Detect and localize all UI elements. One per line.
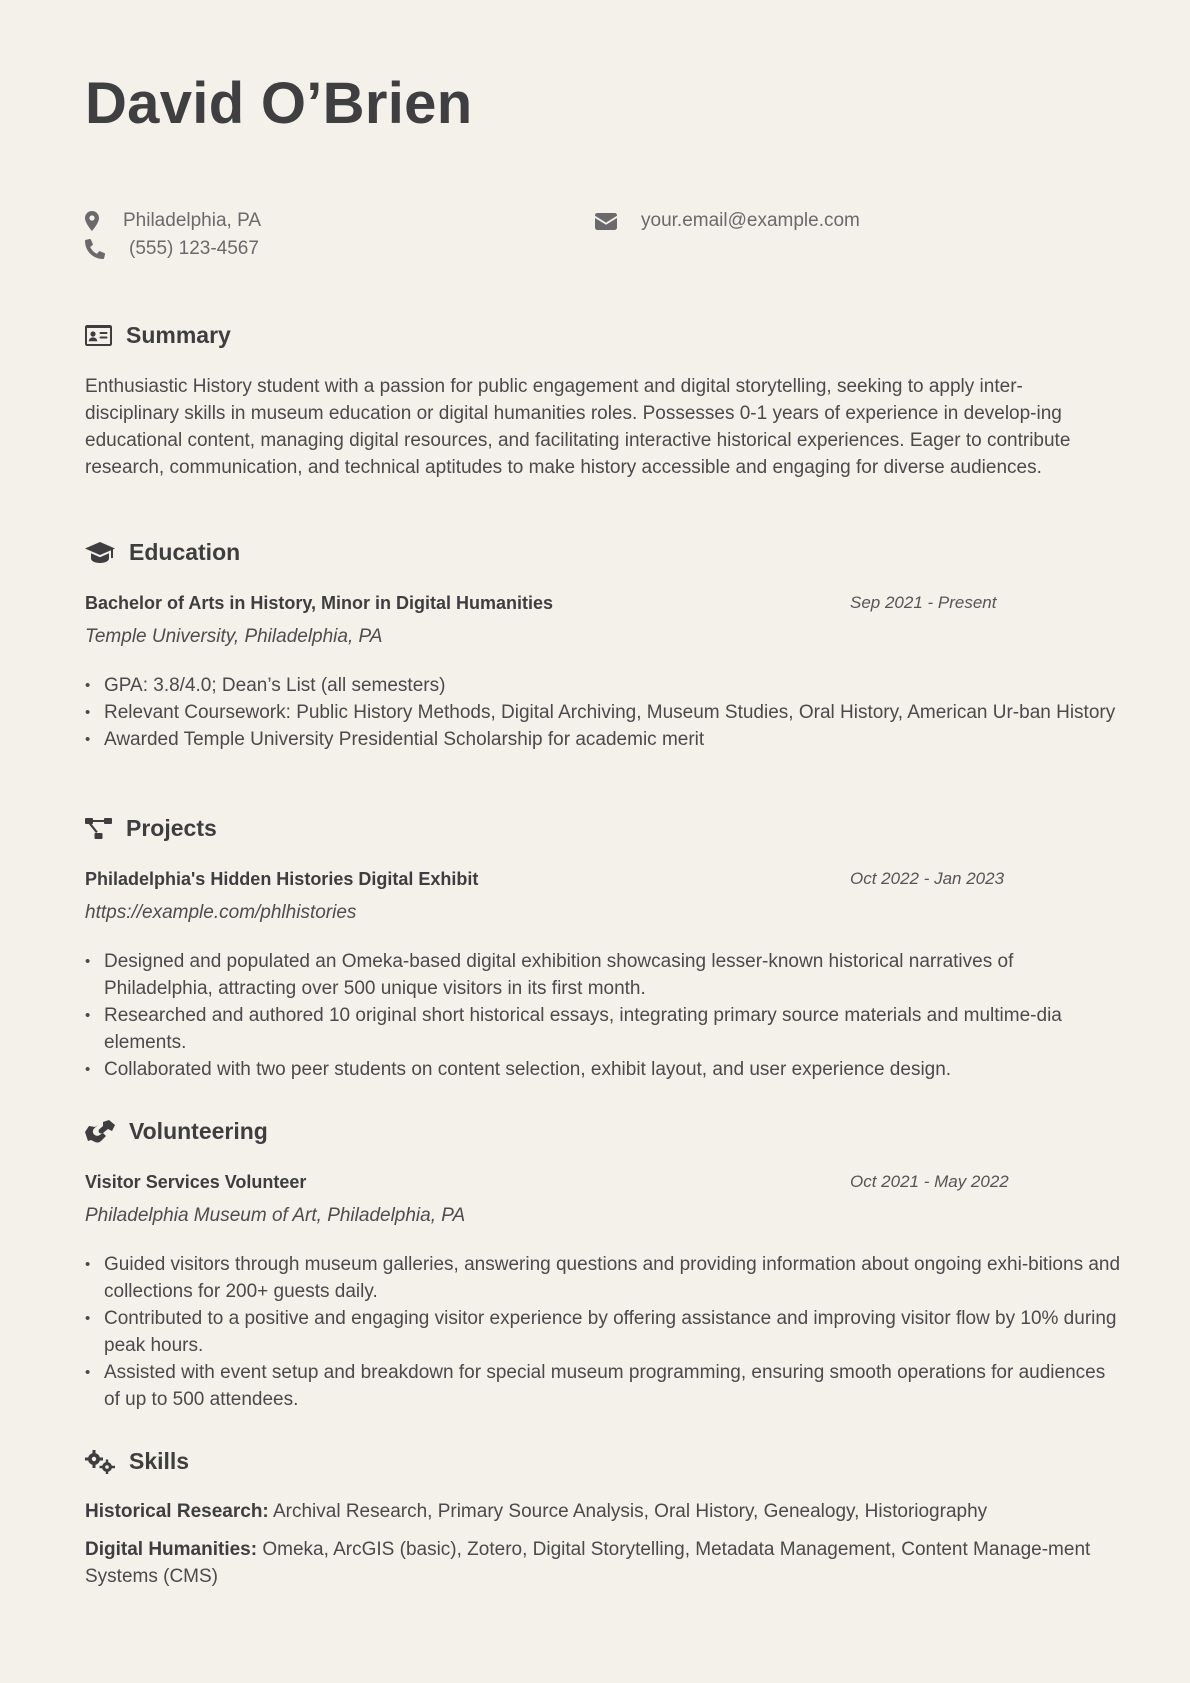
education-heading: Education xyxy=(129,539,241,565)
skill-value: Omeka, ArcGIS (basic), Zotero, Digital Storytelling, Metadata Management, Content Manage-ment Systems (CMS) xyxy=(85,1539,1091,1587)
list-item: • Guided visitors through museum galleries, answering questions and providing information about ongoing exhi-bitions and collections for 200+ guests daily. xyxy=(104,1251,1124,1305)
list-item: • Assisted with event setup and breakdown for special museum programming, ensuring smooth operations for audiences of up to 500 attendees. xyxy=(104,1359,1124,1413)
volunteer-bullets xyxy=(85,1251,1124,1413)
project-link[interactable]: https://example.com/phlhistories xyxy=(85,902,357,923)
skill-line-digital xyxy=(85,1536,1105,1590)
volunteering-heading: Volunteering xyxy=(129,1118,268,1144)
graduation-cap-icon xyxy=(85,542,115,564)
projects-heading: Projects xyxy=(126,815,217,841)
project-name: Philadelphia's Hidden Histories Digital Exhibit xyxy=(85,869,479,889)
cogs-icon xyxy=(85,1450,115,1474)
section-volunteering-title xyxy=(85,1118,268,1145)
phone-text: (555) 123-4567 xyxy=(129,238,259,259)
skill-label: Historical Research: xyxy=(85,1501,269,1522)
location-text: Philadelphia, PA xyxy=(123,210,262,231)
project-date: Oct 2022 - Jan 2023 xyxy=(850,869,1005,888)
contact-email[interactable] xyxy=(595,210,860,232)
summary-heading: Summary xyxy=(126,322,231,348)
section-education-title xyxy=(85,539,240,566)
section-skills-title xyxy=(85,1448,189,1475)
contact-location xyxy=(85,210,261,232)
skill-line-historical xyxy=(85,1498,1105,1525)
education-school: Temple University, Philadelphia, PA xyxy=(85,626,383,647)
volunteer-org: Philadelphia Museum of Art, Philadelphia, PA xyxy=(85,1205,466,1226)
id-card-icon xyxy=(85,325,112,346)
section-projects-title xyxy=(85,815,217,842)
envelope-icon xyxy=(595,213,617,230)
section-summary-title xyxy=(85,322,231,349)
project-bullets xyxy=(85,948,1124,1083)
list-item: • Designed and populated an Omeka-based digital exhibition showcasing lesser-known historical narratives of Philadelphia, attracting over 500 unique visitors in its first month. xyxy=(104,948,1124,1002)
volunteer-date: Oct 2021 - May 2022 xyxy=(850,1172,1009,1191)
list-item: • Contributed to a positive and engaging visitor experience by offering assistance and improving visitor flow by 10% during peak hours. xyxy=(104,1305,1124,1359)
skill-label: Digital Humanities: xyxy=(85,1539,258,1560)
education-degree: Bachelor of Arts in History, Minor in Digital Humanities xyxy=(85,593,554,613)
candidate-name: David O’Brien xyxy=(85,71,473,136)
project-diagram-icon xyxy=(85,818,112,840)
email-text[interactable]: your.email@example.com xyxy=(641,210,860,231)
education-bullets xyxy=(85,672,1124,753)
summary-text: Enthusiastic History student with a passion for public engagement and digital storytelling, seeking to apply inter-disciplinary skills in museum education or digital humanities roles. Possesses 0-1 years of experience in develop-ing educational content, managing digital resources, and facilitating interactive historical experiences. Eager to contribute research, communication, and technical aptitudes to make history accessible and engaging for diverse audiences. xyxy=(85,376,1071,478)
list-item: • Researched and authored 10 original short historical essays, integrating primary source materials and multime-dia elements. xyxy=(104,1002,1124,1056)
list-item: • GPA: 3.8/4.0; Dean’s List (all semesters) xyxy=(104,672,1124,699)
skill-value: Archival Research, Primary Source Analysis, Oral History, Genealogy, Historiography xyxy=(272,1501,988,1522)
contact-phone xyxy=(85,238,259,260)
volunteer-role: Visitor Services Volunteer xyxy=(85,1172,307,1192)
phone-icon xyxy=(85,239,105,259)
handshake-icon xyxy=(85,1120,115,1144)
list-item: • Relevant Coursework: Public History Methods, Digital Archiving, Museum Studies, Oral History, American Ur-ban History xyxy=(104,699,1124,726)
map-marker-icon xyxy=(85,211,99,231)
list-item: • Awarded Temple University Presidential Scholarship for academic merit xyxy=(104,726,1124,753)
skills-heading: Skills xyxy=(129,1448,190,1474)
list-item: • Collaborated with two peer students on content selection, exhibit layout, and user experience design. xyxy=(104,1056,1124,1083)
education-date: Sep 2021 - Present xyxy=(850,593,997,612)
